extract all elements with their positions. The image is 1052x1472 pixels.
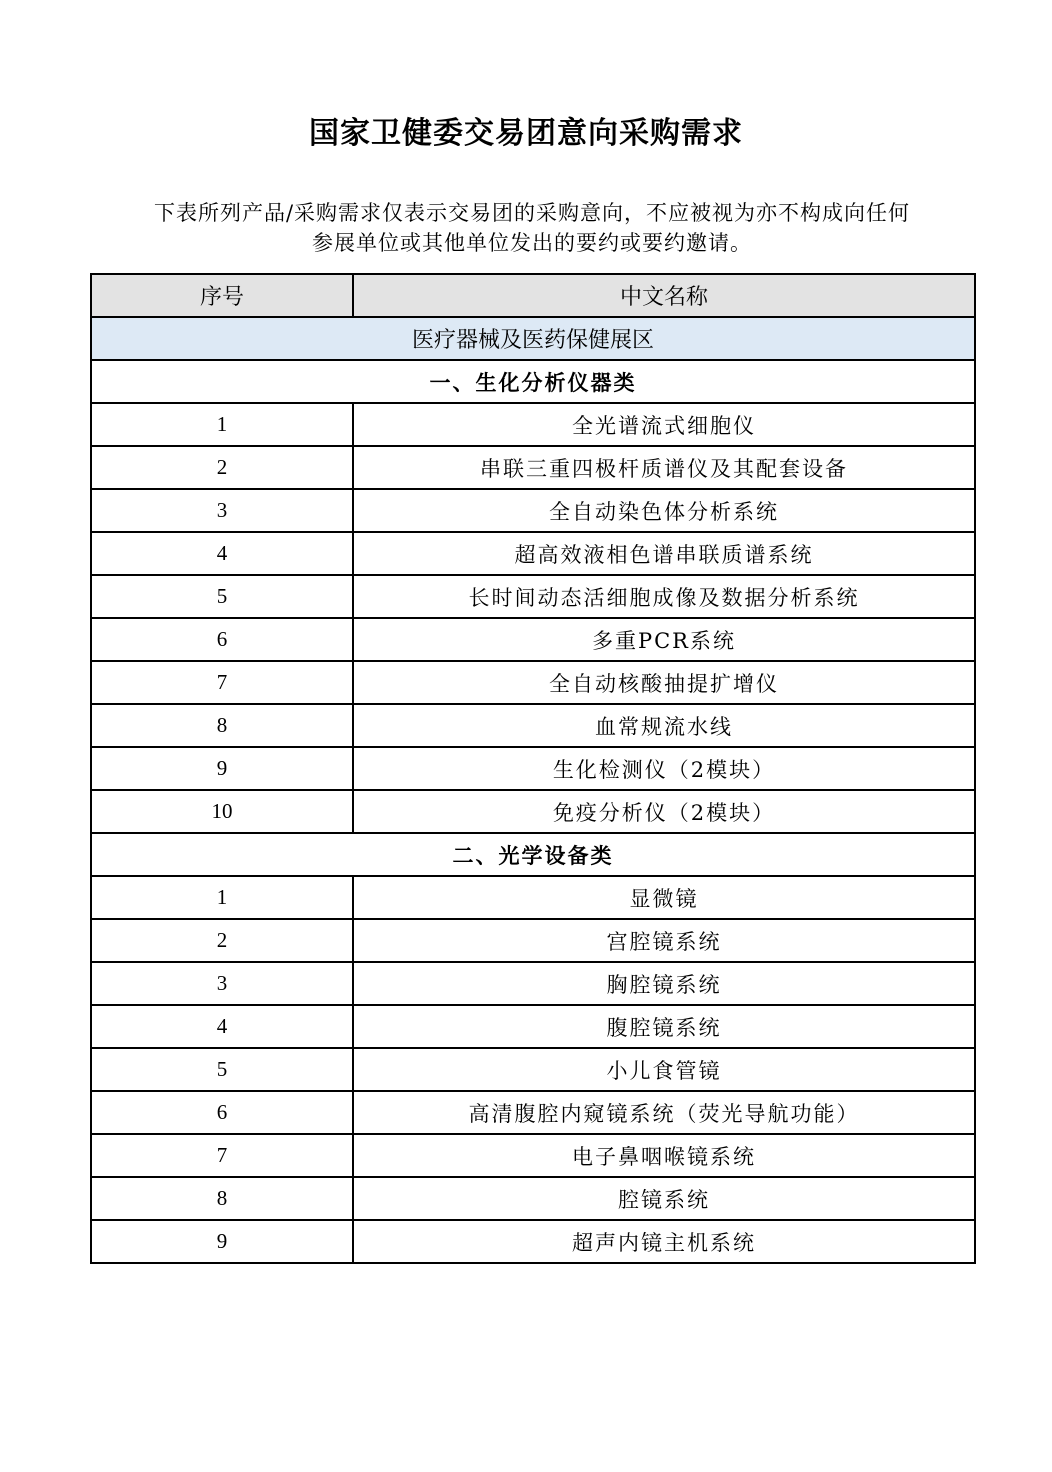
item-name: 长时间动态活细胞成像及数据分析系统 [353,575,975,618]
item-number: 9 [91,1220,353,1263]
item-number: 7 [91,661,353,704]
table-row [91,790,975,833]
item-number: 9 [91,747,353,790]
item-number: 4 [91,532,353,575]
item-name: 电子鼻咽喉镜系统 [353,1134,975,1177]
item-name: 超声内镜主机系统 [353,1220,975,1263]
item-name: 高清腹腔内窥镜系统（荧光导航功能） [353,1091,975,1134]
page-title: 国家卫健委交易团意向采购需求 [309,116,743,151]
item-name: 显微镜 [353,876,975,919]
item-number: 5 [91,575,353,618]
item-number: 5 [91,1048,353,1091]
table-row [91,1220,975,1263]
table-header-row [91,274,975,317]
category-title: 二、光学设备类 [91,833,975,876]
zone-title: 医疗器械及医药保健展区 [91,317,975,360]
table-row [91,575,975,618]
table-row [91,1091,975,1134]
item-name: 全自动染色体分析系统 [353,489,975,532]
item-number: 3 [91,489,353,532]
item-name: 生化检测仪（2模块） [353,747,975,790]
category-title: 一、生化分析仪器类 [91,360,975,403]
item-number: 6 [91,1091,353,1134]
table-row [91,1177,975,1220]
table-row [91,661,975,704]
item-name: 免疫分析仪（2模块） [353,790,975,833]
item-name: 串联三重四极杆质谱仪及其配套设备 [353,446,975,489]
item-number: 4 [91,1005,353,1048]
table-row [91,704,975,747]
item-number: 7 [91,1134,353,1177]
item-number: 6 [91,618,353,661]
item-name: 多重PCR系统 [353,618,975,661]
item-name: 超高效液相色谱串联质谱系统 [353,532,975,575]
item-number: 2 [91,919,353,962]
item-name: 全自动核酸抽提扩增仪 [353,661,975,704]
intro-line-1: 下表所列产品/采购需求仅表示交易团的采购意向，不应被视为亦不构成向任何 [153,201,911,225]
item-name: 腔镜系统 [353,1177,975,1220]
table-row [91,962,975,1005]
item-number: 8 [91,1177,353,1220]
item-number: 10 [91,790,353,833]
category-row [91,360,975,403]
table-row [91,747,975,790]
item-name: 胸腔镜系统 [353,962,975,1005]
table-row [91,446,975,489]
item-name: 全光谱流式细胞仪 [353,403,975,446]
item-number: 1 [91,876,353,919]
item-name: 血常规流水线 [353,704,975,747]
header-seq: 序号 [91,274,353,317]
table-body [91,317,975,1263]
table-row [91,1134,975,1177]
item-number: 8 [91,704,353,747]
table-row [91,618,975,661]
table-row [91,876,975,919]
item-number: 2 [91,446,353,489]
table-row [91,489,975,532]
intro-line-2: 参展单位或其他单位发出的要约或要约邀请。 [312,231,752,255]
item-name: 宫腔镜系统 [353,919,975,962]
procurement-table [90,273,976,1264]
intro-paragraph [96,198,968,258]
item-name: 腹腔镜系统 [353,1005,975,1048]
table-row [91,532,975,575]
item-number: 3 [91,962,353,1005]
table-row [91,919,975,962]
header-name: 中文名称 [353,274,975,317]
item-number: 1 [91,403,353,446]
table-row [91,1048,975,1091]
table-row [91,1005,975,1048]
zone-row [91,317,975,360]
category-row [91,833,975,876]
table-row [91,403,975,446]
item-name: 小儿食管镜 [353,1048,975,1091]
